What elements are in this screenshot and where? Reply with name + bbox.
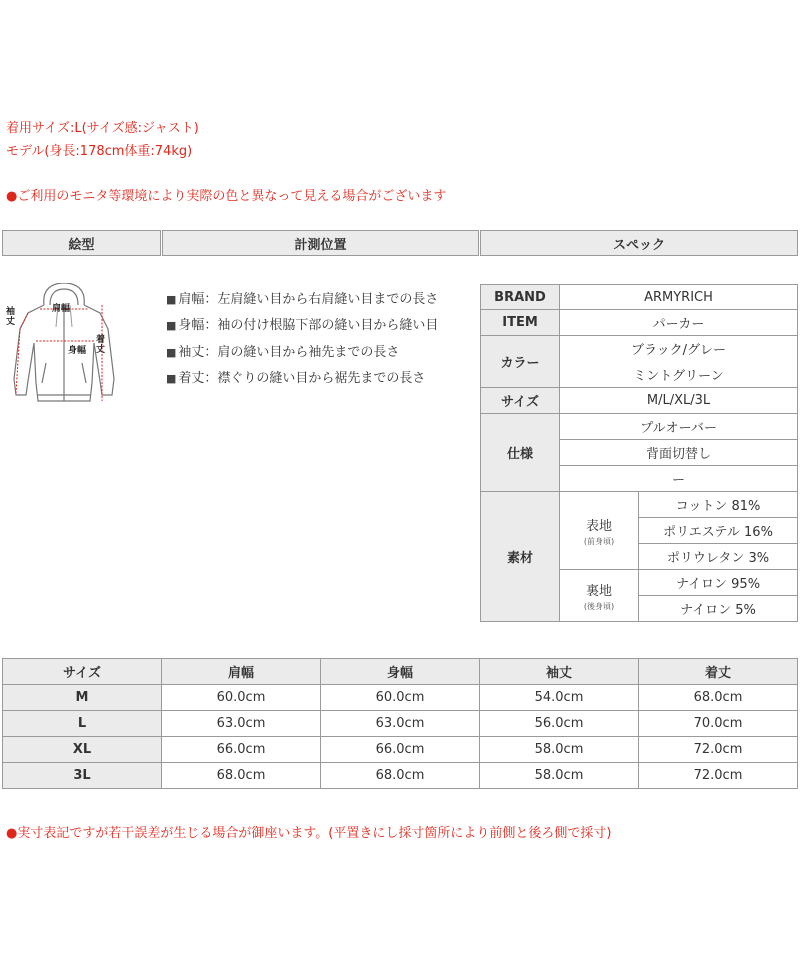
spec-label: サイズ — [481, 388, 560, 414]
size-cell: 70.0cm — [639, 711, 798, 737]
header-illustration: 絵型 — [2, 230, 161, 256]
spec-value: 背面切替し — [560, 440, 798, 466]
size-row-label: 3L — [3, 763, 162, 789]
spec-value: ー — [560, 466, 798, 492]
measure-text: 袖丈：肩の縫い目から袖先までの長さ — [178, 345, 400, 360]
spec-value: ブラック/グレー — [560, 336, 798, 362]
measure-item — [166, 314, 438, 333]
size-cell: 66.0cm — [162, 737, 321, 763]
square-bullet-icon: ■ — [166, 293, 177, 306]
size-table-header — [3, 659, 798, 685]
spec-value: M/L/XL/3L — [560, 388, 798, 414]
square-bullet-icon: ■ — [166, 372, 177, 385]
size-row-label: L — [3, 711, 162, 737]
size-cell: 68.0cm — [162, 763, 321, 789]
measure-item — [166, 367, 425, 386]
size-cell: 56.0cm — [480, 711, 639, 737]
spec-row-item — [481, 310, 798, 336]
spec-value: ポリウレタン 3% — [639, 544, 798, 570]
spec-row-features — [481, 414, 798, 440]
measure-text: 着丈：襟ぐりの縫い目から裾先までの長さ — [178, 371, 426, 386]
outer-label: 表地 — [585, 518, 612, 534]
square-bullet-icon: ■ — [166, 346, 177, 359]
spec-label: 素材 — [481, 492, 560, 622]
spec-value: パーカー — [560, 310, 798, 336]
diagram-label-shoulder: 肩幅 — [52, 304, 71, 314]
table-row — [3, 685, 798, 711]
garment-diagram — [6, 283, 124, 413]
spec-value: コットン 81% — [639, 492, 798, 518]
outer-note: (前身頃) — [583, 536, 615, 546]
table-row — [3, 737, 798, 763]
size-cell: 60.0cm — [162, 685, 321, 711]
measure-text: 身幅：袖の付け根脇下部の縫い目から縫い目 — [178, 318, 439, 333]
size-cell: 63.0cm — [162, 711, 321, 737]
size-cell: 72.0cm — [639, 737, 798, 763]
size-header-cell: サイズ — [3, 659, 162, 685]
diagram-label-body: 身幅 — [68, 346, 87, 356]
spec-value: ARMYRICH — [560, 285, 798, 310]
size-row-label: M — [3, 685, 162, 711]
spec-label: カラー — [481, 336, 560, 388]
measure-text: 肩幅：左肩縫い目から右肩縫い目までの長さ — [178, 292, 439, 307]
spec-value: プルオーバー — [560, 414, 798, 440]
header-spec: スペック — [480, 230, 798, 256]
size-row-label: XL — [3, 737, 162, 763]
diagram-label-sleeve: 袖丈 — [6, 307, 16, 327]
spec-row-color — [481, 336, 798, 362]
size-header-cell: 身幅 — [321, 659, 480, 685]
spec-sublabel-outer — [560, 492, 639, 570]
spec-table — [480, 284, 798, 622]
spec-label: BRAND — [481, 285, 560, 310]
spec-value: ナイロン 5% — [639, 596, 798, 622]
size-table — [2, 658, 798, 789]
spec-row-material — [481, 492, 798, 518]
spec-label: 仕様 — [481, 414, 560, 492]
color-notice: ●ご利用のモニタ等環境により実際の色と異なって見える場合がございます — [6, 189, 447, 204]
square-bullet-icon: ■ — [166, 319, 177, 332]
fit-size-note: 着用サイズ:L(サイズ感:ジャスト) — [6, 121, 199, 136]
spec-value: ナイロン 95% — [639, 570, 798, 596]
spec-sublabel-back — [560, 570, 639, 622]
model-note: モデル(身長:178cm体重:74kg) — [6, 144, 193, 159]
size-cell: 58.0cm — [480, 737, 639, 763]
spec-value: ミントグリーン — [560, 362, 798, 388]
size-cell: 72.0cm — [639, 763, 798, 789]
spec-row-brand — [481, 285, 798, 310]
size-cell: 58.0cm — [480, 763, 639, 789]
size-cell: 66.0cm — [321, 737, 480, 763]
spec-row-size — [481, 388, 798, 414]
table-row — [3, 711, 798, 737]
size-cell: 68.0cm — [321, 763, 480, 789]
size-cell: 60.0cm — [321, 685, 480, 711]
table-row — [3, 763, 798, 789]
size-cell: 63.0cm — [321, 711, 480, 737]
spec-label: ITEM — [481, 310, 560, 336]
size-header-cell: 肩幅 — [162, 659, 321, 685]
back-note: (後身頃) — [583, 601, 615, 611]
size-header-cell: 着丈 — [639, 659, 798, 685]
size-cell: 68.0cm — [639, 685, 798, 711]
header-measurement: 計測位置 — [162, 230, 479, 256]
measure-item — [166, 288, 438, 307]
spec-value: ポリエステル 16% — [639, 518, 798, 544]
back-label: 裏地 — [585, 583, 612, 599]
size-header-cell: 袖丈 — [480, 659, 639, 685]
size-cell: 54.0cm — [480, 685, 639, 711]
diagram-label-length: 着丈 — [96, 335, 106, 355]
measure-notice: ●実寸表記ですが若干誤差が生じる場合が御座います。(平置きにし採寸箇所により前側と後ろ側で採寸) — [6, 826, 612, 841]
measure-item — [166, 341, 399, 360]
